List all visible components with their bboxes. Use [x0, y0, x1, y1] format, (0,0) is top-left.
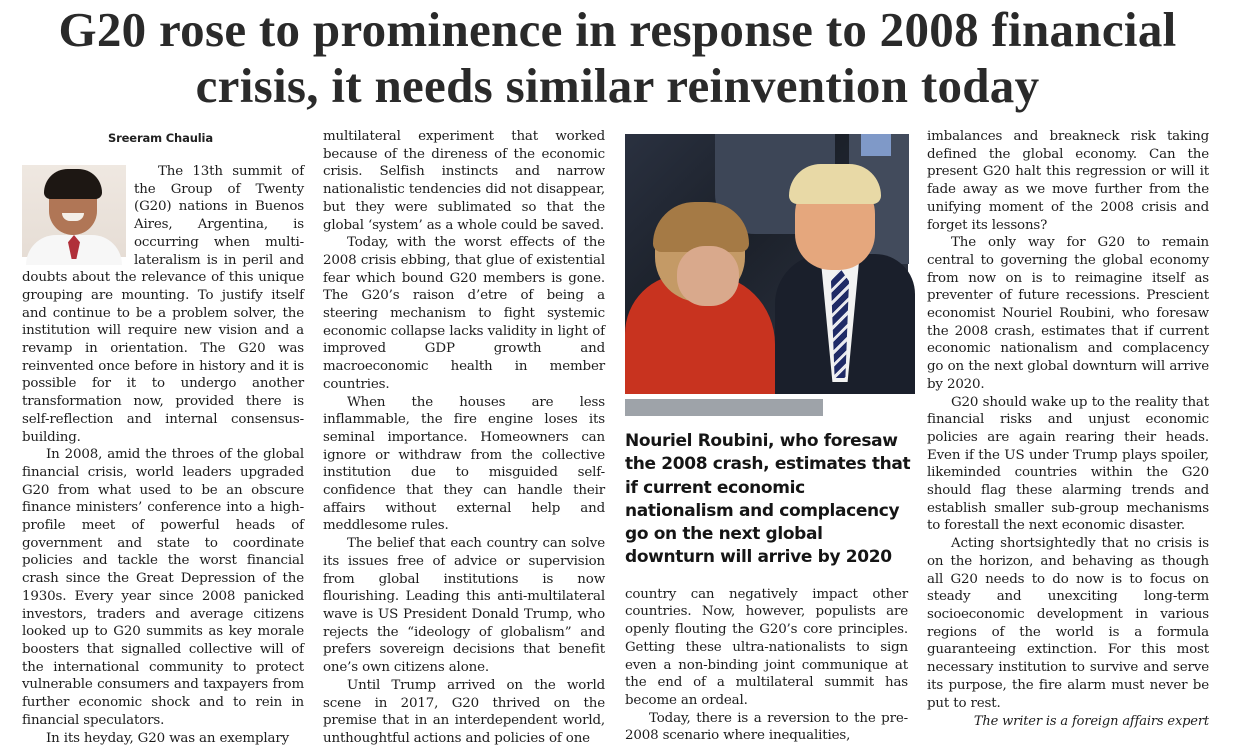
pullquote-line: the 2008 crash, estimates that: [625, 454, 911, 475]
news-photo: [625, 134, 908, 384]
article-column-3: [625, 128, 911, 744]
paragraph: The belief that each country can solve its issues free of advice or supervision from global institutions is now flourishing. Leading this anti-multilateral wave is US President Donald Trump, who rejects the “ideology of globalism” and prefers sovereign decisions that benefit one’s own citizens alone.: [323, 536, 605, 676]
paragraph: Today, with the worst effects of the 2008 crisis ebbing, that glue of existential fear which bound G20 members is gone. The G20’s raison d’etre of being a steering mechanism to fight systemic economic collapse lacks validity in light of improved GDP growth and macroeconomic health in member countries.: [323, 235, 605, 392]
paragraph: imbalances and breakneck risk taking defined the global economy. Can the present G20 halt this regression or will it fade away as we move further from the unifying moment of the 2008 crisis and forget its lessons?: [927, 129, 1209, 233]
headline: [0, 2, 1235, 114]
paragraph: The 13th summit of the Group of Twenty (G20) nations in Buenos Aires, Argentina, is occurring when multi-lateralism is in peril and doubts about the relevance of this unique grouping are mounting. To justify itself and continue to be a problem solver, the institution will require new vision and a revamp in orientation. The G20 was reinvented once before in history and it is possible for it to undergo another transformation now, provided there is self-reflection and internal consensus-building.: [22, 164, 304, 445]
paragraph: multilateral experiment that worked because of the direness of the economic crisis. Selfish instincts and narrow nationalistic tendencies did not disappear, but they were sublimated so that the global ‘system’ as a whole could be saved.: [323, 129, 605, 233]
paragraph: G20 should wake up to the reality that financial risks and unjust economic policies are again rearing their heads. Even if the US under Trump plays spoiler, likeminded countries within the G20 should flag these alarming trends and establish smaller sub-group mechanisms to forestall the next economic disaster.: [927, 394, 1209, 534]
pullquote-bar: [625, 399, 823, 416]
author-tagline: The writer is a foreign affairs expert: [973, 714, 1209, 730]
paragraph: country can negatively impact other countries. Now, however, populists are openly flouting the G20’s core principles. Getting these ultra-nationalists to sign even a non-binding joint communique at the end of a multilateral summit has become an ordeal.: [625, 586, 908, 708]
paragraph: When the houses are less inflammable, the fire engine loses its seminal importance. Homeowners can ignore or withdraw from the collective institution due to misguided self-confidence that they can handle their affairs without external help and meddlesome rules.: [323, 394, 605, 534]
author-photo: [22, 165, 126, 257]
article-column-2: [323, 128, 605, 746]
paragraph: Acting shortsightedly that no crisis is on the horizon, and behaving as though all G20 needs to do now is to focus on steady and unexciting long-term socioeconomic development in various regions of the world is a formula guaranteeing extinction. For this most necessary institution to survive and serve its purpose, the fire alarm must never be put to rest.: [927, 536, 1209, 711]
article-column-1: [22, 128, 304, 746]
pullquote: [625, 430, 911, 570]
pullquote-line: downturn will arrive by 2020: [625, 547, 892, 568]
headline-line-2: crisis, it needs similar reinvention today: [195, 58, 1040, 113]
pullquote-line: Nouriel Roubini, who foresaw: [625, 431, 898, 451]
pullquote-line: go on the next global: [625, 524, 823, 545]
paragraph: The only way for G20 to remain central to governing the global economy from now on is to reimagine itself as preventer of future recessions. Prescient economist Nouriel Roubini, who foresaw the 2008 crash, estimates that if current economic nationalism and complacency go on the next global downturn will arrive by 2020.: [927, 235, 1209, 392]
paragraph: Today, there is a reversion to the pre-2008 scenario where inequalities,: [625, 710, 908, 744]
paragraph: Until Trump arrived on the world scene in 2017, G20 thrived on the premise that in an interdependent world, unthoughtful actions and policies of one: [323, 677, 605, 746]
pullquote-line: nationalism and complacency: [625, 500, 900, 521]
byline: Sreeram Chaulia: [108, 131, 213, 145]
headline-line-1: G20 rose to prominence in response to 2008 financial: [58, 2, 1177, 57]
article-column-4: [927, 128, 1209, 734]
paragraph: In its heyday, G20 was an exemplary: [46, 730, 290, 746]
paragraph: In 2008, amid the throes of the global financial crisis, world leaders upgraded G20 from what used to be an obscure finance ministers’ conference into a high-profile meet of powerful heads of government and state to coordinate policies and tackle the worst financial crash since the Great Depression of the 1930s. Every year since 2008 panicked investors, traders and average citizens looked up to G20 summits as key morale boosters that signalled collective will of the international community to protect vulnerable consumers and taxpayers from further economic shock and to rein in financial speculators.: [22, 447, 304, 728]
pullquote-line: if current economic: [625, 477, 805, 498]
